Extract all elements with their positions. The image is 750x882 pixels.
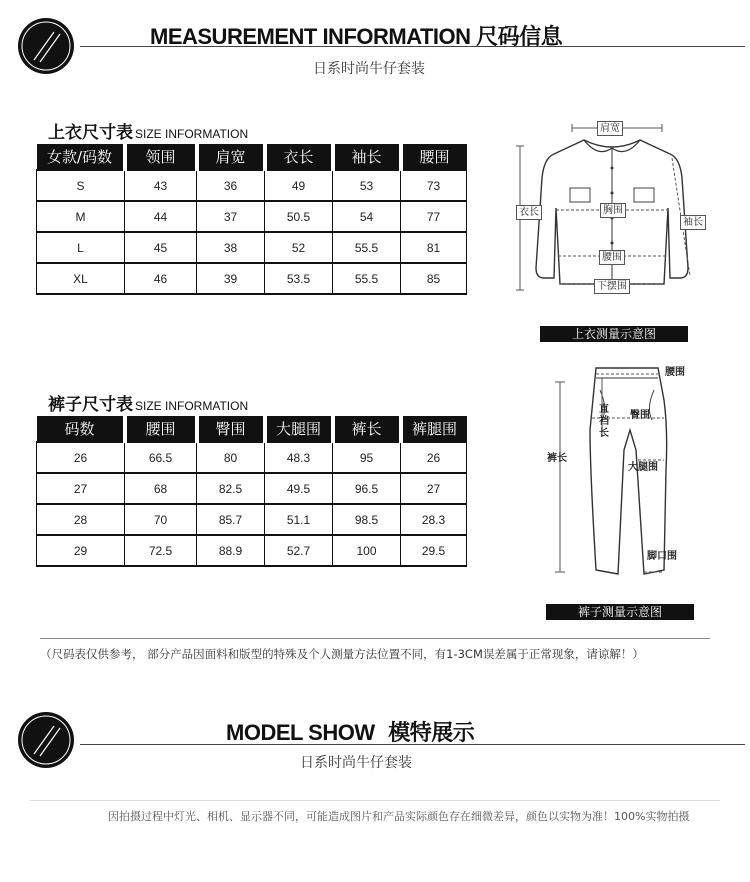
top-table-cell: 77 [401, 201, 467, 232]
top-table-cell: 54 [333, 201, 401, 232]
top-table-cell: M [37, 201, 125, 232]
pants-table-cell: 70 [125, 504, 197, 535]
header-circle-icon [18, 18, 74, 74]
measurement-subtitle: 日系时尚牛仔套装 [313, 61, 425, 77]
pants-table-cell: 28 [37, 504, 125, 535]
pants-table-row [37, 535, 467, 566]
pants-table-cell: 95 [333, 442, 401, 473]
pants-table-cell: 48.3 [265, 442, 333, 473]
top-table-cell: 81 [401, 232, 467, 263]
pants-table-cell: 88.9 [197, 535, 265, 566]
pants-table-cell: 98.5 [333, 504, 401, 535]
label-leg-opening: 脚口围 [647, 551, 677, 562]
pants-table-title-cn: 裤子尺寸表 [48, 395, 133, 415]
label-hip: 臀围 [630, 410, 650, 421]
pants-table-cell: 28.3 [401, 504, 467, 535]
pants-header-cell: 裤长 [333, 416, 401, 442]
label-hem: 下摆围 [594, 279, 630, 294]
pants-size-table [36, 416, 467, 567]
pants-caption: 裤子测量示意图 [546, 604, 694, 620]
size-note: （尺码表仅供参考， 部分产品因面料和版型的特殊及个人测量方法位置不同，有1-3CM误差属于正常现象，请谅解！） [40, 647, 644, 661]
top-table-cell: 53 [333, 170, 401, 201]
top-table-cell: 55.5 [333, 232, 401, 263]
top-size-table [36, 144, 467, 295]
pants-table-title [48, 390, 248, 415]
top-table-cell: 73 [401, 170, 467, 201]
pants-table-cell: 82.5 [197, 473, 265, 504]
top-table-cell: 85 [401, 263, 467, 294]
pants-table-cell: 66.5 [125, 442, 197, 473]
measurement-title-en: MEASUREMENT INFORMATION [150, 24, 471, 49]
top-table-cell: 39 [197, 263, 265, 294]
label-jacket-length: 衣长 [516, 205, 542, 220]
label-waist: 腰围 [599, 250, 625, 265]
pants-header-cell: 裤腿围 [401, 416, 467, 442]
footer-divider [30, 800, 720, 801]
pants-table-cell: 96.5 [333, 473, 401, 504]
slash-icon [18, 18, 74, 74]
pants-header-cell: 码数 [37, 416, 125, 442]
model-title-cn: 模特展示 [388, 720, 475, 745]
pants-table-cell: 29.5 [401, 535, 467, 566]
note-divider [40, 638, 710, 639]
pants-table-title-en: SIZE INFORMATION [135, 399, 249, 413]
slash-icon [18, 712, 74, 768]
top-table-cell: 52 [265, 232, 333, 263]
pants-header-cell: 大腿围 [265, 416, 333, 442]
pants-table-cell: 27 [401, 473, 467, 504]
pants-table-cell: 26 [37, 442, 125, 473]
pants-table-cell: 51.1 [265, 504, 333, 535]
top-table-cell: 53.5 [265, 263, 333, 294]
pants-table-row [37, 504, 467, 535]
pants-table-cell: 72.5 [125, 535, 197, 566]
model-circle-icon [18, 712, 74, 768]
top-table-cell: 36 [197, 170, 265, 201]
pants-table-cell: 29 [37, 535, 125, 566]
top-table-cell: XL [37, 263, 125, 294]
label-shoulder: 肩宽 [597, 121, 623, 136]
pants-table-cell: 100 [333, 535, 401, 566]
top-table-cell: 49 [265, 170, 333, 201]
top-table-title-en: SIZE INFORMATION [135, 127, 249, 141]
top-table-cell: 43 [125, 170, 197, 201]
pants-table-cell: 49.5 [265, 473, 333, 504]
top-header-cell: 衣长 [265, 144, 333, 170]
top-table-cell: 44 [125, 201, 197, 232]
top-table-cell: 50.5 [265, 201, 333, 232]
top-table-row [37, 170, 467, 201]
model-title-en: MODEL SHOW [226, 720, 375, 745]
top-table-cell: 55.5 [333, 263, 401, 294]
model-subtitle: 日系时尚牛仔套装 [300, 755, 412, 771]
label-sleeve: 袖长 [680, 215, 706, 230]
label-rise: 直裆长 [599, 404, 609, 439]
jacket-caption: 上衣测量示意图 [540, 326, 688, 342]
top-header-cell: 肩宽 [197, 144, 265, 170]
top-table-row [37, 201, 467, 232]
pants-table-cell: 26 [401, 442, 467, 473]
pants-table-cell: 27 [37, 473, 125, 504]
model-title [226, 716, 474, 747]
top-table-title [48, 118, 248, 143]
pants-table-cell: 80 [197, 442, 265, 473]
measurement-title-cn: 尺码信息 [476, 24, 563, 49]
pants-table-cell: 52.7 [265, 535, 333, 566]
top-header-cell: 女款/码数 [37, 144, 125, 170]
pants-header-cell: 腰围 [125, 416, 197, 442]
label-pants-waist: 腰围 [665, 367, 685, 378]
pants-table-cell: 68 [125, 473, 197, 504]
top-table-cell: 45 [125, 232, 197, 263]
pants-header-cell: 臀围 [197, 416, 265, 442]
pants-table-row [37, 473, 467, 504]
top-table-row [37, 263, 467, 294]
top-header-cell: 腰围 [401, 144, 467, 170]
top-table-row [37, 232, 467, 263]
top-table-cell: L [37, 232, 125, 263]
label-chest: 胸围 [600, 203, 626, 218]
top-table-title-cn: 上衣尺寸表 [48, 123, 133, 143]
top-table-cell: 37 [197, 201, 265, 232]
measurement-title [150, 20, 562, 51]
pants-table-row [37, 442, 467, 473]
top-table-cell: 38 [197, 232, 265, 263]
top-header-cell: 袖长 [333, 144, 401, 170]
top-table-cell: S [37, 170, 125, 201]
label-pants-length: 裤长 [547, 453, 567, 464]
pants-table-cell: 85.7 [197, 504, 265, 535]
footer-disclaimer: 因拍摄过程中灯光、相机、显示器不同，可能造成图片和产品实际颜色存在细微差异，颜色以实物为准！100%实物拍摄 [108, 810, 690, 823]
label-thigh: 大腿围 [628, 462, 658, 473]
top-table-cell: 46 [125, 263, 197, 294]
top-header-cell: 领围 [125, 144, 197, 170]
